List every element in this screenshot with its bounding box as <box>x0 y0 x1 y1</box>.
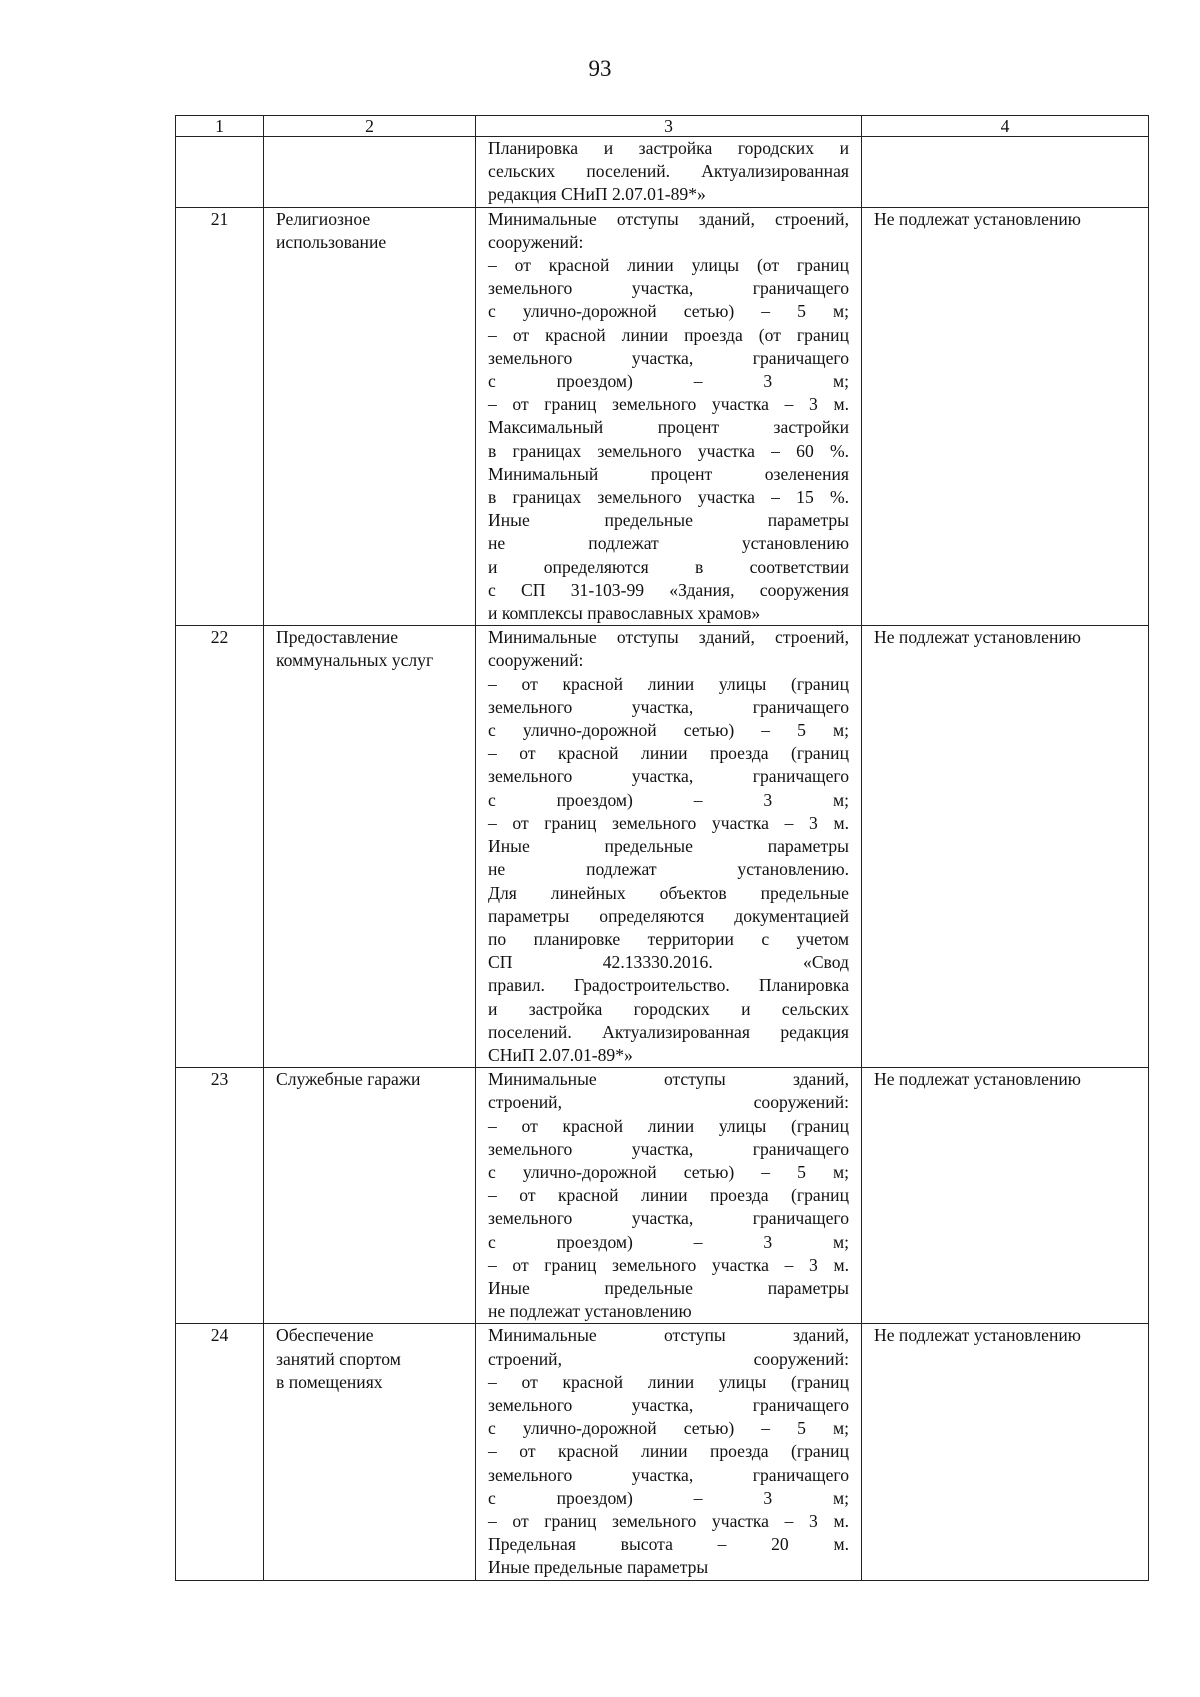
text-line: с СП 31-103-99 «Здания, сооружения <box>488 579 849 600</box>
text-line: – от границ земельного участка – 3 м. <box>488 812 849 833</box>
text-line: Религиозное <box>276 208 371 229</box>
text-line: не подлежат установлению. <box>488 859 849 880</box>
text-line: параметры определяются документацией <box>488 905 849 926</box>
continuation-params-cell <box>476 137 862 208</box>
land-use-name <box>264 1324 476 1580</box>
text-line: с проездом) – 3 м; <box>488 789 849 810</box>
text-line: Обеспечение <box>276 1325 374 1346</box>
continuation-notes-cell <box>862 137 1149 208</box>
notes-cell: Не подлежат установлению <box>862 626 1149 1068</box>
text-line: строений, сооружений: <box>488 1348 849 1369</box>
text-line: – от границ земельного участка – 3 м. <box>488 1254 849 1275</box>
text-line: Минимальные отступы зданий, <box>488 1069 849 1090</box>
text-line: – от красной линии проезда (границ <box>488 1185 849 1206</box>
table-row <box>176 1068 1149 1324</box>
header-col-4: 4 <box>862 116 1149 137</box>
page-number: 93 <box>588 56 612 81</box>
text-line: земельного участка, граничащего <box>488 766 849 787</box>
text-line: земельного участка, граничащего <box>488 1208 849 1229</box>
table-row <box>176 626 1149 1068</box>
text-line: Минимальные отступы зданий, <box>488 1325 849 1346</box>
text-line: занятий спортом <box>276 1348 401 1369</box>
text-line: СНиП 2.07.01-89*» <box>488 1044 633 1065</box>
text-line: по планировке территории с учетом <box>488 928 849 949</box>
continuation-name-cell <box>264 137 476 208</box>
text-line: и определяются в соответствии <box>488 556 849 577</box>
row-number: 22 <box>176 626 264 1068</box>
text-line: – от границ земельного участка – 3 м. <box>488 394 849 415</box>
continuation-num-cell <box>176 137 264 208</box>
text-line: – от красной линии улицы (границ <box>488 1115 849 1136</box>
table-row <box>176 207 1149 626</box>
text-line: Иные предельные параметры <box>488 510 849 531</box>
text-line: сельских поселений. Актуализированная <box>488 161 849 182</box>
text-line: Предельная высота – 20 м. <box>488 1534 849 1555</box>
text-line: – от красной линии улицы (границ <box>488 673 849 694</box>
notes-cell: Не подлежат установлению <box>862 1324 1149 1580</box>
continuation-row <box>176 137 1149 208</box>
limit-parameters <box>476 207 862 626</box>
row-number: 24 <box>176 1324 264 1580</box>
text-line: Минимальные отступы зданий, строений, <box>488 627 849 648</box>
text-line: с улично-дорожной сетью) – 5 м; <box>488 1418 849 1439</box>
text-line: – от красной линии проезда (от границ <box>488 324 849 345</box>
text-line: Иные предельные параметры <box>488 836 849 857</box>
text-line: Для линейных объектов предельные <box>488 882 849 903</box>
text-line: с проездом) – 3 м; <box>488 371 849 392</box>
text-line: использование <box>276 231 387 252</box>
text-line: – от красной линии проезда (границ <box>488 743 849 764</box>
text-line: Иные предельные параметры <box>488 1277 849 1298</box>
text-line: не подлежат установлению <box>488 533 849 554</box>
text-line: СП 42.13330.2016. «Свод <box>488 952 849 973</box>
text-line: земельного участка, граничащего <box>488 278 849 299</box>
text-line: земельного участка, граничащего <box>488 1464 849 1485</box>
limit-parameters <box>476 1068 862 1324</box>
header-col-2: 2 <box>264 116 476 137</box>
table-row <box>176 1324 1149 1580</box>
text-line: поселений. Актуализированная редакция <box>488 1021 849 1042</box>
text-line: земельного участка, граничащего <box>488 347 849 368</box>
land-use-name <box>264 1068 476 1324</box>
text-line: и застройка городских и сельских <box>488 998 849 1019</box>
text-line: земельного участка, граничащего <box>488 1138 849 1159</box>
text-line: в помещениях <box>276 1371 383 1392</box>
text-line: в границах земельного участка – 15 %. <box>488 487 849 508</box>
header-col-3: 3 <box>476 116 862 137</box>
header-col-1: 1 <box>176 116 264 137</box>
notes-cell: Не подлежат установлению <box>862 207 1149 626</box>
text-line: и комплексы православных храмов» <box>488 603 761 624</box>
text-line: редакция СНиП 2.07.01-89*» <box>488 184 706 205</box>
text-line: сооружений: <box>488 650 584 671</box>
text-line: правил. Градостроительство. Планировка <box>488 975 849 996</box>
text-line: сооружений: <box>488 231 584 252</box>
text-line: в границах земельного участка – 60 %. <box>488 440 849 461</box>
text-line: Минимальный процент озеленения <box>488 463 849 484</box>
text-line: строений, сооружений: <box>488 1092 849 1113</box>
text-line: с проездом) – 3 м; <box>488 1231 849 1252</box>
regulations-table <box>175 115 1149 1581</box>
text-line: Иные предельные параметры <box>488 1557 709 1578</box>
text-line: с улично-дорожной сетью) – 5 м; <box>488 301 849 322</box>
limit-parameters <box>476 1324 862 1580</box>
text-line: – от красной линии проезда (границ <box>488 1441 849 1462</box>
text-line: – от границ земельного участка – 3 м. <box>488 1510 849 1531</box>
text-line: Служебные гаражи <box>276 1069 421 1090</box>
text-line: коммунальных услуг <box>276 650 434 671</box>
text-line: не подлежат установлению <box>488 1301 692 1322</box>
text-line: Планировка и застройка городских и <box>488 138 849 158</box>
text-line: земельного участка, граничащего <box>488 696 849 717</box>
text-line: Предоставление <box>276 627 399 648</box>
land-use-name <box>264 626 476 1068</box>
text-line: – от красной линии улицы (от границ <box>488 255 849 276</box>
notes-cell: Не подлежат установлению <box>862 1068 1149 1324</box>
text-line: с проездом) – 3 м; <box>488 1487 849 1508</box>
text-line: с улично-дорожной сетью) – 5 м; <box>488 720 849 741</box>
row-number: 23 <box>176 1068 264 1324</box>
row-number: 21 <box>176 207 264 626</box>
table-header-row <box>176 116 1149 137</box>
limit-parameters <box>476 626 862 1068</box>
text-line: земельного участка, граничащего <box>488 1394 849 1415</box>
text-line: с улично-дорожной сетью) – 5 м; <box>488 1161 849 1182</box>
land-use-name <box>264 207 476 626</box>
text-line: Минимальные отступы зданий, строений, <box>488 208 849 229</box>
text-line: – от красной линии улицы (границ <box>488 1371 849 1392</box>
text-line: Максимальный процент застройки <box>488 417 849 438</box>
